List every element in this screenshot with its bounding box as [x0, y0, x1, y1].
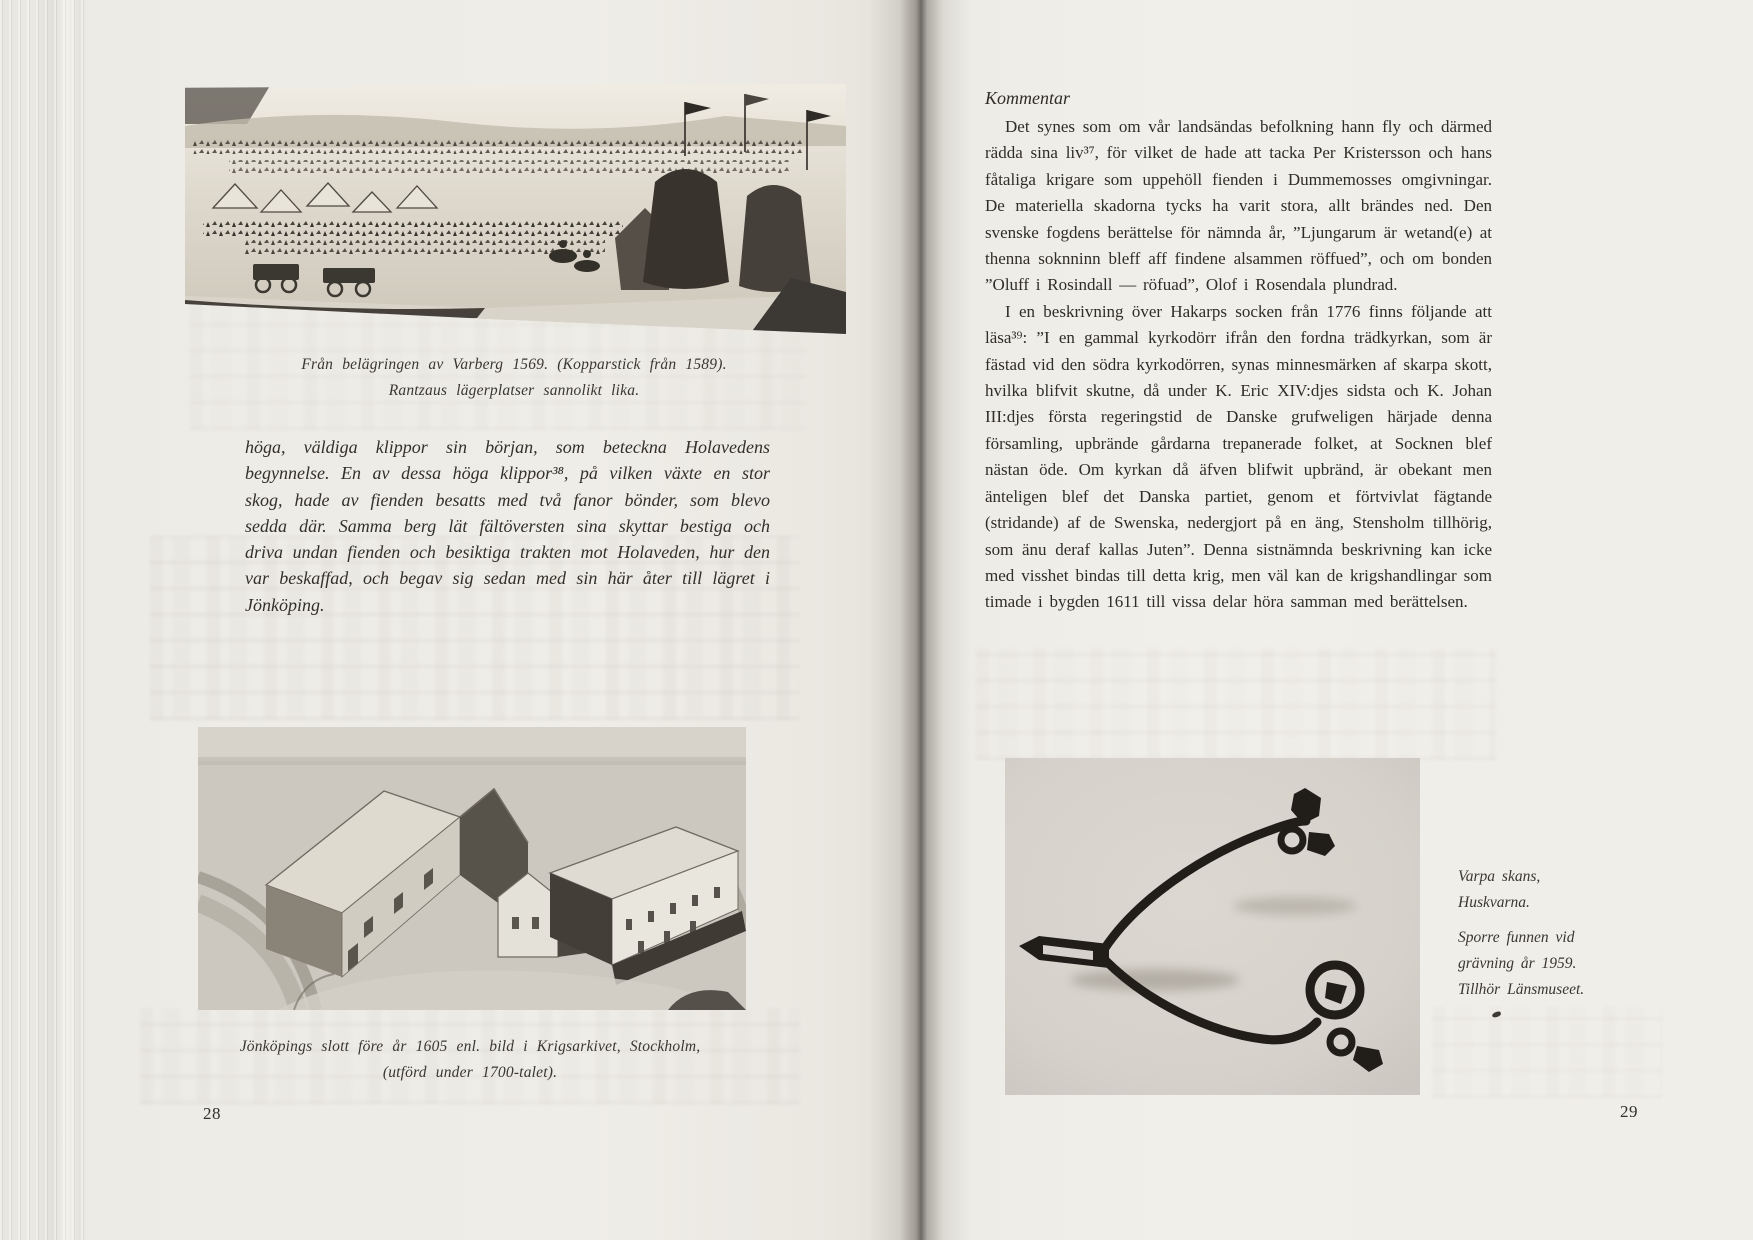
jonkoping-castle-drawing — [198, 727, 746, 1010]
castle-caption-line1: Jönköpings slott före år 1605 enl. bild i Krigsarkivet, Stockholm, — [239, 1038, 701, 1055]
right-page-text-column — [985, 84, 1492, 616]
page-number-28: 28 — [203, 1104, 221, 1123]
bleed-through-text — [976, 648, 1496, 760]
bleed-through-text — [1432, 1006, 1662, 1098]
engraving-caption-line1: Från belägringen av Varberg 1569. (Kopparstick från 1589). — [301, 356, 727, 373]
spur-caption-line4: grävning år 1959. — [1458, 955, 1577, 972]
body-paragraph-2: I en beskrivning över Hakarps socken från 1776 finns följande att läsa³⁹: ”I en gammal kyrkodörr ifrån den fordna trädkyrkan, som är fästad vid den södra kyrkodörren, synas minnesmärken af skarpa skott, hvilka blifvit skutne, då under K. Eric XIV:djes sidsta och K. Johan III:djes första regeringstid de Danske grufweligen härjade denna församling, upbrände gårdarna trepanerade folket, at Socknen blef nästan öde. Om kyrkan då äfven blifwit upbränd, är obekant men änteligen blef det Danska partiet, genom et förtvivlat fägtande (stridande) af de Swenska, nedergjort på en äng, Stensholm tillhörig, som änu deraf kallas Juten”. Denna sistnämnda beskrivning kan icke med visshet bindas till detta krig, men väl kan de krigshandlingar som timade i bygden 1611 till vissa delar höra samman med berättelsen. — [985, 301, 1492, 612]
body-paragraph-1: Det synes som om vår landsändas befolkning hann fly och därmed rädda sina liv³⁷, för vilket de hade att tacka Per Kristersson och hans fåtaliga krigare som uppehöll fienden i Dummemosses omgivningar. De materiella skadorna tycks ha varit stora, allt brändes ned. Den svenske fogdens berättelse för nämnda år, ”Ljungarum är wetand(e) at thenna soknninn bleff aff findene alsammen röffued”, och om bonden ”Oluff i Rosindall — röfuad”, Olof i Rosendala plundrad. — [985, 117, 1492, 295]
spur-caption-line3: Sporre funnen vid — [1458, 929, 1575, 946]
castle-caption-line2: (utförd under 1700-talet). — [382, 1064, 558, 1081]
spur-caption-line1: Varpa skans, — [1458, 868, 1541, 885]
spur-photograph — [1005, 758, 1420, 1095]
spur-caption — [1458, 864, 1673, 1012]
left-page-body-text: höga, väldiga klippor sin början, som beteckna Holavedens begynnelse. En av dessa höga klippor³⁸, på vilken växte en stor skog, hade av fienden besatts med två fanor bönder, som blevo sedda där. Samma berg lät fältöversten sina skyttar bestiga och driva undan fienden och besiktiga trakten mot Holaveden, hur den var beskaffad, och begav sig sedan med sin här åter till lägret i Jönköping. — [245, 437, 770, 615]
section-heading: Kommentar — [985, 88, 1070, 108]
engraving-caption — [185, 352, 843, 404]
engraving-artwork — [185, 84, 846, 334]
spur-caption-line2: Huskvarna. — [1458, 894, 1530, 911]
varberg-siege-engraving — [185, 84, 846, 334]
book-fore-edge — [0, 0, 86, 1240]
page-number-29: 29 — [1620, 1102, 1638, 1121]
castle-caption — [160, 1034, 780, 1086]
castle-artwork — [198, 727, 746, 1010]
engraving-caption-line2: Rantzaus lägerplatser sannolikt lika. — [388, 382, 640, 399]
spur-caption-location — [1458, 864, 1673, 916]
spur-caption-details — [1458, 925, 1673, 1003]
spur-artwork — [1005, 758, 1420, 1095]
spur-caption-line5: Tillhör Länsmuseet. — [1458, 981, 1585, 998]
